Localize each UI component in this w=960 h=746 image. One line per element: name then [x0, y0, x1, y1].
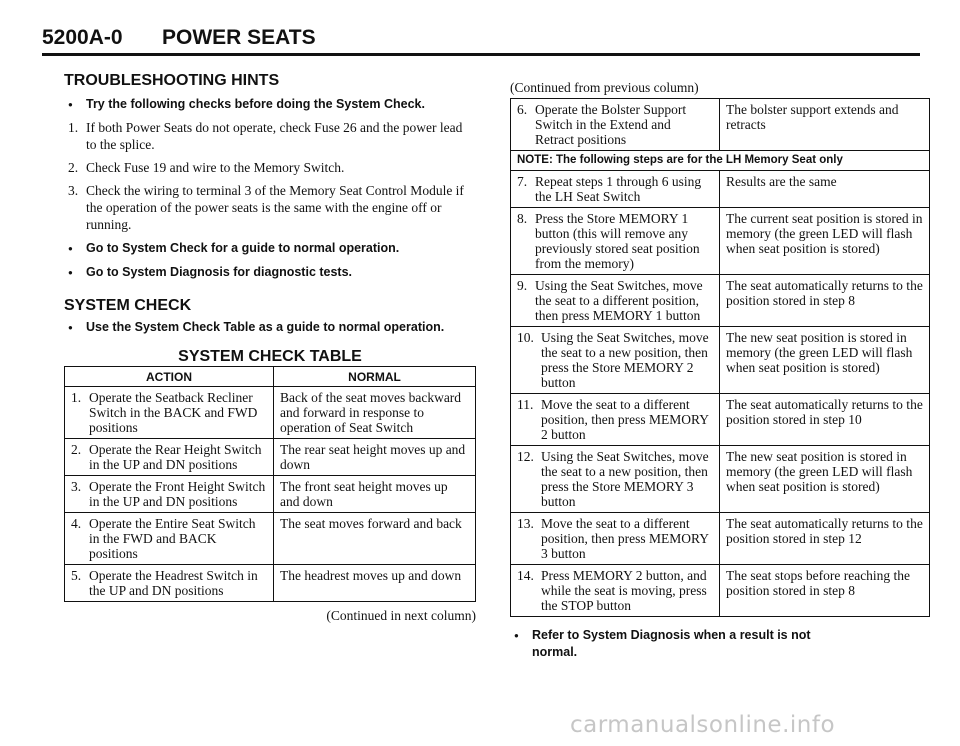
- step-number: 3.: [71, 479, 82, 494]
- page-header: [42, 26, 920, 56]
- table-row: [511, 208, 930, 275]
- troubleshooting-step: [64, 159, 476, 176]
- step-number: 4.: [71, 516, 82, 531]
- action-content: [71, 516, 267, 561]
- action-text: Operate the Entire Seat Switch in the FWD and BACK positions: [89, 516, 256, 561]
- table-row: [511, 171, 930, 208]
- section-title: POWER SEATS: [162, 26, 316, 49]
- table-row: [511, 327, 930, 394]
- action-content: [517, 102, 713, 147]
- table-row: [65, 439, 476, 476]
- step-number: 7.: [517, 174, 528, 189]
- troubleshooting-bullets: [64, 240, 476, 281]
- step-number: 2.: [71, 442, 82, 457]
- step-text: Check Fuse 19 and wire to the Memory Switch.: [86, 160, 345, 175]
- step-number: 1.: [71, 390, 82, 405]
- troubleshooting-title: TROUBLESHOOTING HINTS: [64, 72, 280, 89]
- troubleshooting-bullet: ● Go to System Diagnosis for diagnostic tests.: [64, 264, 476, 281]
- column-header-normal: NORMAL: [274, 367, 476, 387]
- right-column: [510, 80, 930, 661]
- step-number: 8.: [517, 211, 528, 226]
- step-number: 11.: [517, 397, 534, 412]
- action-text: Operate the Seatback Recliner Switch in the BACK and FWD positions: [89, 390, 258, 435]
- column-header-action: ACTION: [65, 367, 274, 387]
- table-row: [65, 513, 476, 565]
- troubleshooting-bullet: ● Go to System Check for a guide to normal operation.: [64, 240, 476, 257]
- action-content: [517, 211, 713, 271]
- table-note-row: [511, 151, 930, 171]
- step-number: 14.: [517, 568, 534, 583]
- step-number: 3.: [68, 183, 79, 198]
- action-content: [71, 568, 267, 598]
- table-row: [511, 513, 930, 565]
- action-content: [517, 449, 713, 509]
- step-number: 9.: [517, 278, 528, 293]
- table-row: [511, 394, 930, 446]
- action-text: Operate the Rear Height Switch in the UP and DN positions: [89, 442, 262, 472]
- normal-cell: The current seat position is stored in memory (the green LED will flash when seat position is stored): [720, 208, 930, 275]
- action-text: Operate the Front Height Switch in the UP and DN positions: [89, 479, 266, 509]
- action-cell: [511, 208, 720, 275]
- table-header-row: [65, 367, 476, 387]
- troubleshooting-steps: [64, 119, 476, 233]
- action-text: Operate the Headrest Switch in the UP and DN positions: [89, 568, 258, 598]
- action-content: [71, 390, 267, 435]
- normal-cell: The seat automatically returns to the position stored in step 10: [720, 394, 930, 446]
- action-text: Press the Store MEMORY 1 button (this will remove any previously stored seat position from the memory): [535, 211, 700, 271]
- action-cell: [65, 387, 274, 439]
- step-number: 5.: [71, 568, 82, 583]
- action-content: [71, 479, 267, 509]
- left-column: [64, 72, 476, 624]
- troubleshooting-step: [64, 182, 476, 233]
- step-text: If both Power Seats do not operate, check Fuse 26 and the power lead to the splice.: [86, 120, 463, 152]
- action-cell: [511, 99, 720, 151]
- continued-from-note: (Continued from previous column): [510, 80, 699, 95]
- action-cell: [65, 476, 274, 513]
- normal-cell: The seat automatically returns to the position stored in step 8: [720, 275, 930, 327]
- table-row: [511, 275, 930, 327]
- action-text: Operate the Bolster Support Switch in the Extend and Retract positions: [535, 102, 687, 147]
- normal-cell: The headrest moves up and down: [274, 565, 476, 602]
- step-number: 13.: [517, 516, 534, 531]
- action-text: Using the Seat Switches, move the seat to a new position, then press the Store MEMORY 3 button: [541, 449, 709, 509]
- step-number: 10.: [517, 330, 534, 345]
- section-code: 5200A-0: [42, 26, 123, 49]
- action-text: Move the seat to a different position, then press MEMORY 2 button: [541, 397, 709, 442]
- table-row: [65, 565, 476, 602]
- action-content: [517, 278, 713, 323]
- action-text: Using the Seat Switches, move the seat to a different position, then press MEMORY 1 button: [535, 278, 703, 323]
- action-text: Move the seat to a different position, then press MEMORY 3 button: [541, 516, 709, 561]
- action-cell: [65, 565, 274, 602]
- continued-next-note: (Continued in next column): [326, 608, 476, 623]
- normal-cell: The new seat position is stored in memory (the green LED will flash when seat position is stored): [720, 327, 930, 394]
- step-text: Check the wiring to terminal 3 of the Memory Seat Control Module if the operation of the power seats is the same with the engine off or running.: [86, 183, 464, 232]
- action-cell: [511, 565, 720, 617]
- normal-cell: The seat stops before reaching the position stored in step 8: [720, 565, 930, 617]
- step-number: 2.: [68, 160, 79, 175]
- action-cell: [511, 446, 720, 513]
- refer-diagnosis-bullet: ● Refer to System Diagnosis when a result is not normal.: [510, 627, 832, 661]
- action-cell: [511, 171, 720, 208]
- troubleshooting-step: [64, 119, 476, 153]
- normal-cell: Back of the seat moves backward and forward in response to operation of Seat Switch: [274, 387, 476, 439]
- table-row: [511, 446, 930, 513]
- table-row: [511, 565, 930, 617]
- system-check-table-part1: [64, 366, 476, 602]
- table-row: [65, 476, 476, 513]
- action-cell: [65, 513, 274, 565]
- normal-cell: Results are the same: [720, 171, 930, 208]
- action-content: [517, 397, 713, 442]
- normal-cell: The new seat position is stored in memory (the green LED will flash when seat position is stored): [720, 446, 930, 513]
- normal-cell: The front seat height moves up and down: [274, 476, 476, 513]
- watermark-text: carmanualsonline.info: [570, 712, 836, 738]
- system-check-table-part2: [510, 98, 930, 617]
- lh-memory-note: NOTE: The following steps are for the LH Memory Seat only: [511, 151, 930, 171]
- action-cell: [511, 394, 720, 446]
- table-row: [511, 99, 930, 151]
- action-cell: [511, 513, 720, 565]
- action-content: [517, 568, 713, 613]
- action-text: Repeat steps 1 through 6 using the LH Seat Switch: [535, 174, 702, 204]
- action-cell: [511, 327, 720, 394]
- action-content: [517, 330, 713, 390]
- normal-cell: The seat automatically returns to the position stored in step 12: [720, 513, 930, 565]
- system-check-title: SYSTEM CHECK: [64, 297, 192, 314]
- action-content: [517, 516, 713, 561]
- step-number: 6.: [517, 102, 528, 117]
- troubleshooting-intro-bullet: ● Try the following checks before doing the System Check.: [64, 96, 476, 113]
- table-row: [65, 387, 476, 439]
- action-text: Using the Seat Switches, move the seat to a new position, then press the Store MEMORY 2 button: [541, 330, 709, 390]
- normal-cell: The seat moves forward and back: [274, 513, 476, 565]
- action-content: [71, 442, 267, 472]
- action-content: [517, 174, 713, 204]
- system-check-bullet: ● Use the System Check Table as a guide to normal operation.: [64, 319, 476, 336]
- step-number: 12.: [517, 449, 534, 464]
- action-cell: [511, 275, 720, 327]
- system-check-table-title: SYSTEM CHECK TABLE: [178, 348, 362, 365]
- normal-cell: The bolster support extends and retracts: [720, 99, 930, 151]
- action-text: Press MEMORY 2 button, and while the seat is moving, press the STOP button: [541, 568, 707, 613]
- step-number: 1.: [68, 120, 79, 135]
- normal-cell: The rear seat height moves up and down: [274, 439, 476, 476]
- action-cell: [65, 439, 274, 476]
